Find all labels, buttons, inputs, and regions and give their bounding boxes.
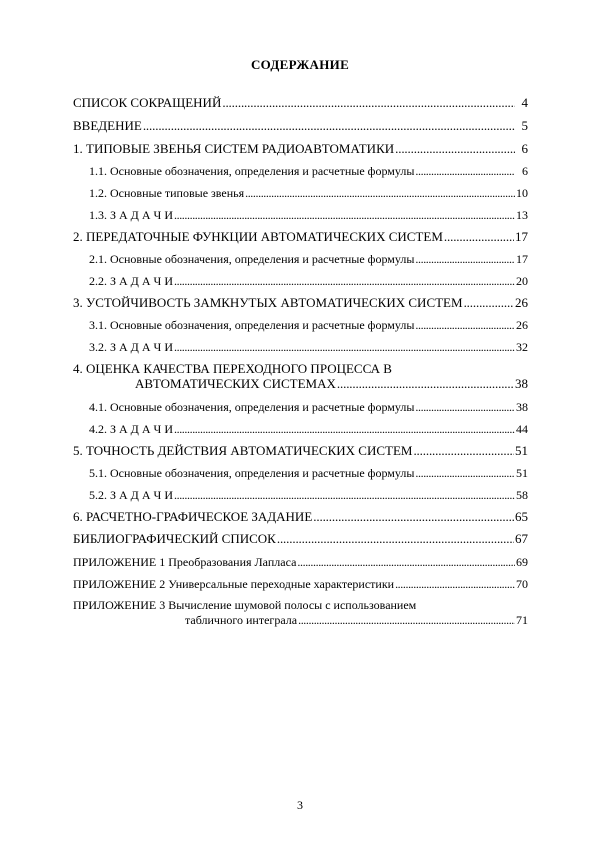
toc-subentry [89, 164, 528, 178]
toc-entry-text: 4.1. Основные обозначения, определения и расчетные формулы [89, 400, 415, 414]
toc-entry-page: 70 [516, 577, 528, 591]
toc-subentry [89, 252, 528, 266]
toc-entry-page: 65 [515, 509, 528, 524]
dot-leader [415, 252, 515, 266]
toc-entry-page: 26 [516, 318, 528, 332]
toc-entry-page: 6 [522, 164, 528, 178]
toc-entry-text: БИБЛИОГРАФИЧЕСКИЙ СПИСОК [73, 531, 276, 546]
toc-subentry [89, 422, 528, 436]
dot-leader [174, 488, 515, 502]
toc-entry-text: ПРИЛОЖЕНИЕ 1 Преобразования Лапласа [73, 555, 297, 569]
toc-entry-page: 6 [521, 141, 528, 156]
toc-subentry [89, 186, 528, 200]
toc-subentry [89, 400, 528, 414]
toc-subentry [89, 274, 528, 288]
dot-leader [395, 577, 515, 591]
dot-leader [313, 510, 514, 524]
dot-leader [174, 422, 515, 436]
toc-entry-page: 10 [516, 186, 528, 200]
toc-entry-page: 69 [516, 555, 528, 569]
toc-entry [73, 296, 528, 310]
toc-entry [73, 230, 528, 244]
toc-entry-text: 1.3. З А Д А Ч И [89, 208, 173, 222]
toc-entry-text: СПИСОК СОКРАЩЕНИЙ [73, 95, 222, 110]
toc-entry-page: 71 [516, 613, 528, 627]
toc-entry-text: 2.1. Основные обозначения, определения и расчетные формулы [89, 252, 415, 266]
dot-leader [277, 532, 514, 546]
toc-subentry [89, 340, 528, 354]
toc-entry [73, 532, 528, 546]
toc-entry-text: ПРИЛОЖЕНИЕ 2 Универсальные переходные характеристики [73, 577, 395, 591]
toc-entry [73, 96, 528, 110]
toc-entry-page: 17 [515, 229, 528, 244]
toc-entry-page: 5 [521, 118, 528, 133]
dot-leader [415, 318, 515, 332]
dot-leader [415, 164, 515, 178]
toc-entry-page: 32 [516, 340, 528, 354]
toc-entry [73, 577, 528, 591]
toc-entry-page: 38 [515, 376, 528, 391]
toc-entry [73, 510, 528, 524]
toc-entry-text: ВВЕДЕНИЕ [73, 118, 142, 133]
toc-entry-first-line: 4. ОЦЕНКА КАЧЕСТВА ПЕРЕХОДНОГО ПРОЦЕССА В [73, 361, 392, 376]
toc-subentry [89, 208, 528, 222]
toc-entry-text: 2. ПЕРЕДАТОЧНЫЕ ФУНКЦИИ АВТОМАТИЧЕСКИХ СИСТЕМ [73, 229, 443, 244]
toc-subentry [89, 488, 528, 502]
dot-leader [298, 613, 515, 627]
toc-entry-page: 38 [516, 400, 528, 414]
dot-leader [222, 96, 515, 110]
toc-entry-text: табличного интеграла [185, 613, 298, 627]
dot-leader [395, 142, 515, 156]
dot-leader [143, 119, 515, 133]
dot-leader [297, 555, 515, 569]
toc-entry-page: 17 [516, 252, 528, 266]
toc-entry-page: 67 [515, 531, 528, 546]
toc-entry-page: 51 [516, 466, 528, 480]
toc-entry-page: 26 [515, 295, 528, 310]
toc-entry-text: АВТОМАТИЧЕСКИХ СИСТЕМАХ [135, 376, 336, 391]
toc-entry-text: 1. ТИПОВЫЕ ЗВЕНЬЯ СИСТЕМ РАДИОАВТОМАТИКИ [73, 141, 395, 156]
toc-entry [73, 119, 528, 133]
toc-entry-first-line: ПРИЛОЖЕНИЕ 3 Вычисление шумовой полосы с использованием [73, 598, 417, 612]
toc-entry [73, 555, 528, 569]
dot-leader [444, 230, 514, 244]
toc-entry-text: 3.1. Основные обозначения, определения и расчетные формулы [89, 318, 415, 332]
dot-leader [174, 340, 515, 354]
dot-leader [415, 466, 515, 480]
toc-entry [73, 142, 528, 156]
toc-entry-page: 13 [516, 208, 528, 222]
toc-entry-text: 5. ТОЧНОСТЬ ДЕЙСТВИЯ АВТОМАТИЧЕСКИХ СИСТЕМ [73, 443, 413, 458]
dot-leader [174, 274, 515, 288]
page-number: 3 [297, 798, 303, 812]
toc-entry-text: 1.2. Основные типовые звенья [89, 186, 245, 200]
toc-entry-text: 6. РАСЧЕТНО-ГРАФИЧЕСКОЕ ЗАДАНИЕ [73, 509, 313, 524]
toc-heading: СОДЕРЖАНИЕ [250, 57, 350, 72]
toc-entry-page: 58 [516, 488, 528, 502]
toc-subentry [89, 466, 528, 480]
dot-leader [245, 186, 515, 200]
toc-entry [135, 377, 528, 391]
toc-entry-text: 3. УСТОЙЧИВОСТЬ ЗАМКНУТЫХ АВТОМАТИЧЕСКИХ СИСТЕМ [73, 295, 463, 310]
dot-leader [415, 400, 515, 414]
toc-entry-text: 3.2. З А Д А Ч И [89, 340, 173, 354]
toc-entry-page: 20 [516, 274, 528, 288]
toc-entry [73, 444, 528, 458]
toc-entry-text: 5.1. Основные обозначения, определения и расчетные формулы [89, 466, 415, 480]
dot-leader [337, 377, 514, 391]
toc-entry [185, 613, 528, 627]
dot-leader [464, 296, 514, 310]
toc-entry-page: 4 [521, 95, 528, 110]
toc-subentry [89, 318, 528, 332]
toc-entry-text: 4.2. З А Д А Ч И [89, 422, 173, 436]
dot-leader [413, 444, 514, 458]
toc-entry-text: 5.2. З А Д А Ч И [89, 488, 173, 502]
dot-leader [174, 208, 515, 222]
toc-entry-text: 2.2. З А Д А Ч И [89, 274, 173, 288]
toc-entry-page: 44 [516, 422, 528, 436]
toc-entry-page: 51 [515, 443, 528, 458]
toc-entry-text: 1.1. Основные обозначения, определения и расчетные формулы [89, 164, 415, 178]
